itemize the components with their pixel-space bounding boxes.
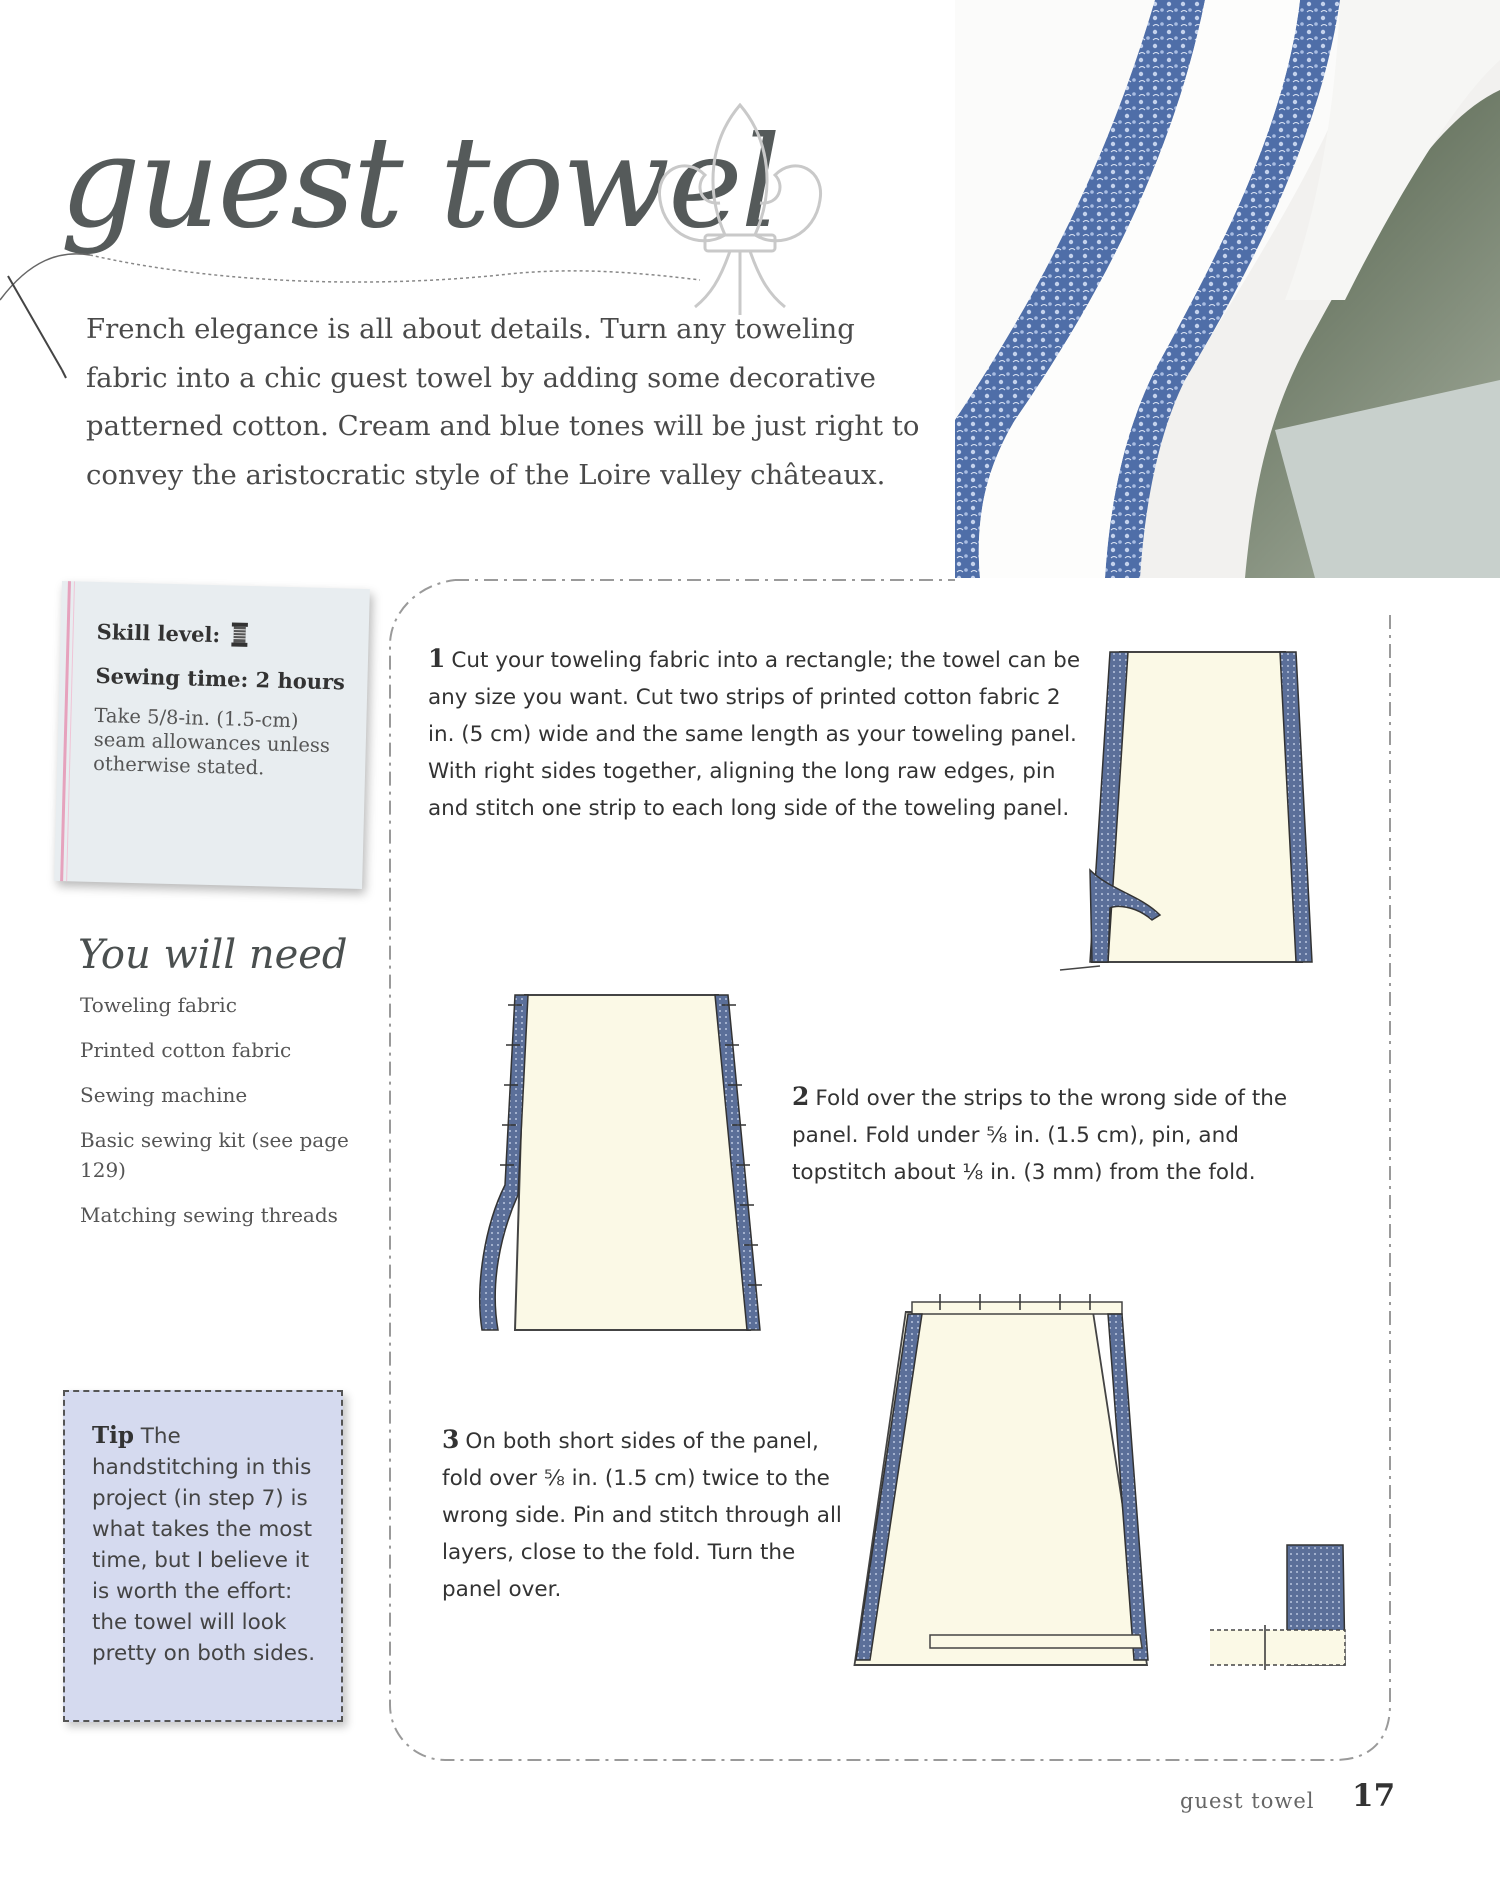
- footer-section-label: guest towel: [1180, 1789, 1315, 1813]
- seam-allowance-note: Take 5/8-in. (1.5-cm) seam allowances unless otherwise stated.: [92, 703, 331, 780]
- step-number: 2: [792, 1082, 810, 1111]
- tip-label: Tip: [92, 1422, 134, 1449]
- intro-paragraph: French elegance is all about details. Turn any toweling fabric into a chic guest towel by adding some decorative patterned cotton. Cream and blue tones will be just right to convey the aristocratic style of the Loire valley châteaux.: [86, 313, 920, 491]
- list-item: Sewing machine: [80, 1083, 248, 1107]
- step-number: 3: [442, 1425, 460, 1454]
- materials-list: [80, 990, 360, 1245]
- page-title: guest towel: [60, 109, 779, 256]
- skill-level-row: [96, 618, 248, 648]
- step-2: [792, 1078, 1317, 1191]
- step-number: 1: [428, 644, 446, 673]
- step-text: Fold over the strips to the wrong side of the panel. Fold under ⅝ in. (1.5 cm), pin, and topstitch about ⅛ in. (3 mm) from the fold.: [792, 1086, 1288, 1185]
- step-1-illustration: [1040, 640, 1320, 980]
- towel-photo: [955, 0, 1500, 578]
- sewing-time: Sewing time: 2 hours: [95, 662, 346, 695]
- page-number: 17: [1352, 1778, 1396, 1814]
- tip-box: [63, 1390, 343, 1722]
- step-3-detail-illustration: [1205, 1540, 1350, 1675]
- spool-icon: [230, 621, 249, 647]
- list-item: Toweling fabric: [80, 993, 237, 1017]
- tip-content: [92, 1420, 319, 1669]
- step-text: Cut your toweling fabric into a rectangle; the towel can be any size you want. Cut two strips of printed cotton fabric 2 in. (5 cm) wide and the same length as your toweling panel. With right sides together, aligning the long raw edges, pin and stitch one strip to each long side of the toweling panel.: [428, 648, 1081, 821]
- step-text: On both short sides of the panel, fold over ⅝ in. (1.5 cm) twice to the wrong side. Pin and stitch through all layers, close to the fold. Turn the panel over.: [442, 1429, 842, 1602]
- fleur-de-lis-icon: [650, 95, 830, 330]
- list-item: Matching sewing threads: [80, 1203, 338, 1227]
- step-3-illustration: [850, 1290, 1150, 1675]
- step-2-illustration: [460, 985, 810, 1365]
- skill-card: [54, 581, 370, 889]
- skill-level-label: Skill level:: [96, 618, 221, 647]
- step-1: [428, 640, 1093, 827]
- materials-heading: You will need: [78, 932, 348, 978]
- list-item: Printed cotton fabric: [80, 1038, 292, 1062]
- list-item: Basic sewing kit (see page 129): [80, 1128, 349, 1182]
- step-3: [442, 1421, 842, 1608]
- tip-text: The handstitching in this project (in step 7) is what takes the most time, but I believe it is worth the effort: the towel will look pretty on both sides.: [92, 1424, 316, 1666]
